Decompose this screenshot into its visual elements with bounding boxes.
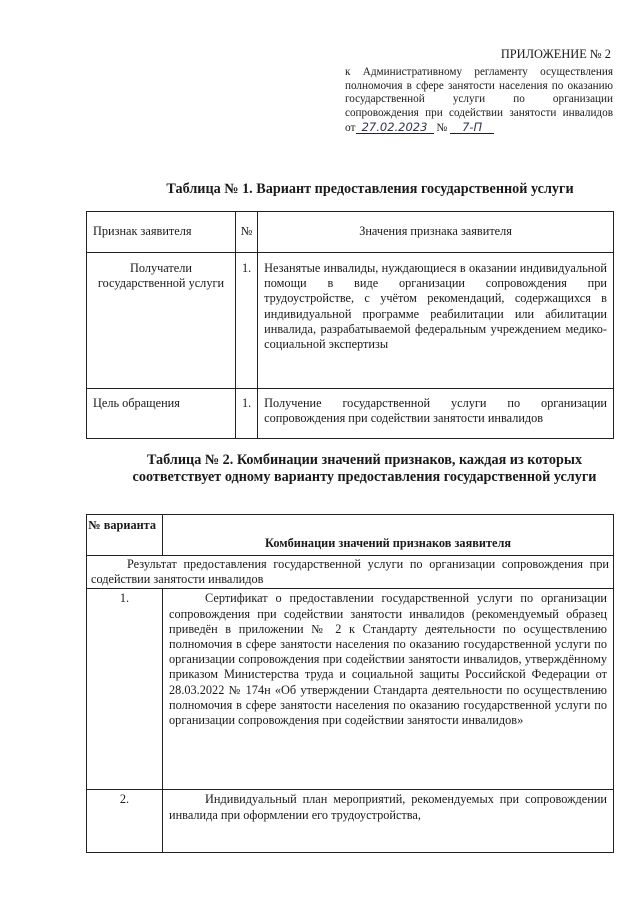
table1-header-feature: Признак заявителя xyxy=(87,212,236,253)
annex-text: к Административному регламенту осуществления полномочия в сфере занятости населения по оказанию государственной услуги по организации сопровождения при содействии занятости инвалидов xyxy=(345,66,613,119)
table2-header-value: Комбинации значений признаков заявителя xyxy=(163,515,614,556)
table1-row2-num: 1. xyxy=(235,389,257,439)
table1-header-num: № xyxy=(235,212,257,253)
table1-row1-num: 1. xyxy=(235,253,257,389)
handwritten-date: 27.02.2023 xyxy=(356,121,434,134)
table2-header-row xyxy=(87,515,614,556)
table-row xyxy=(87,389,614,439)
handwritten-number: 7-П xyxy=(450,121,494,134)
table2-result-row xyxy=(87,556,614,589)
table-row xyxy=(87,589,614,790)
table1-header-row xyxy=(87,212,614,253)
table2-row2-num: 2. xyxy=(87,790,163,853)
table1-title: Таблица № 1. Вариант предоставления государственной услуги xyxy=(166,181,574,197)
table2-row1-num: 1. xyxy=(87,589,163,790)
table1-row1-feature: Получатели государственной услуги xyxy=(87,253,236,389)
table1 xyxy=(86,211,614,439)
table1-header-value: Значения признака заявителя xyxy=(258,212,614,253)
table2-row2-value: Индивидуальный план мероприятий, рекомендуемых при сопровождении инвалида при оформлении его трудоустройства, xyxy=(163,790,614,853)
table2-row1-value: Сертификат о предоставлении государственной услуги по организации сопровождения при содействии занятости инвалидов (рекомендуемый образец приведён в приложении № 2 к Стандарту деятельности по осуществлению полномочия в сфере занятости населения по оказанию государственной услуги по организации сопровождения при содействии занятости инвалидов, утверждённому приказом Министерства труда и социальной защиты Российской Федерации от 28.03.2022 № 174н «Об утверждении Стандарта деятельности по осуществлению полномочия в сфере занятости населения по оказанию государственной услуги по организации сопровождения при содействии занятости инвалидов» xyxy=(163,589,614,790)
table2-header-num: № варианта xyxy=(87,515,163,556)
annex-title: ПРИЛОЖЕНИЕ № 2 xyxy=(500,47,611,61)
annex-date-line xyxy=(345,121,613,135)
table2-result-text: Результат предоставления государственной услуги по организации сопровождения при содействии занятости инвалидов xyxy=(87,556,614,589)
annex-block xyxy=(345,48,613,135)
table1-row2-value: Получение государственной услуги по организации сопровождения при содействии занятости инвалидов xyxy=(258,389,614,439)
table-row xyxy=(87,253,614,389)
number-prefix: № xyxy=(436,122,448,135)
table1-row2-feature: Цель обращения xyxy=(87,389,236,439)
table2 xyxy=(86,514,614,853)
table2-title: Таблица № 2. Комбинации значений признаков, каждая из которых соответствует одному варианту предоставления государственной услуги xyxy=(132,452,597,485)
table1-row1-value: Незанятые инвалиды, нуждающиеся в оказании индивидуальной помощи в виде организации сопровождения при трудоустройстве, с учётом рекомендаций, содержащихся в индивидуальной программе реабилитации или абилитации инвалида, разрабатываемой федеральным учреждением медико-социальной экспертизы xyxy=(258,253,614,389)
table-row xyxy=(87,790,614,853)
date-prefix: от xyxy=(345,122,356,135)
